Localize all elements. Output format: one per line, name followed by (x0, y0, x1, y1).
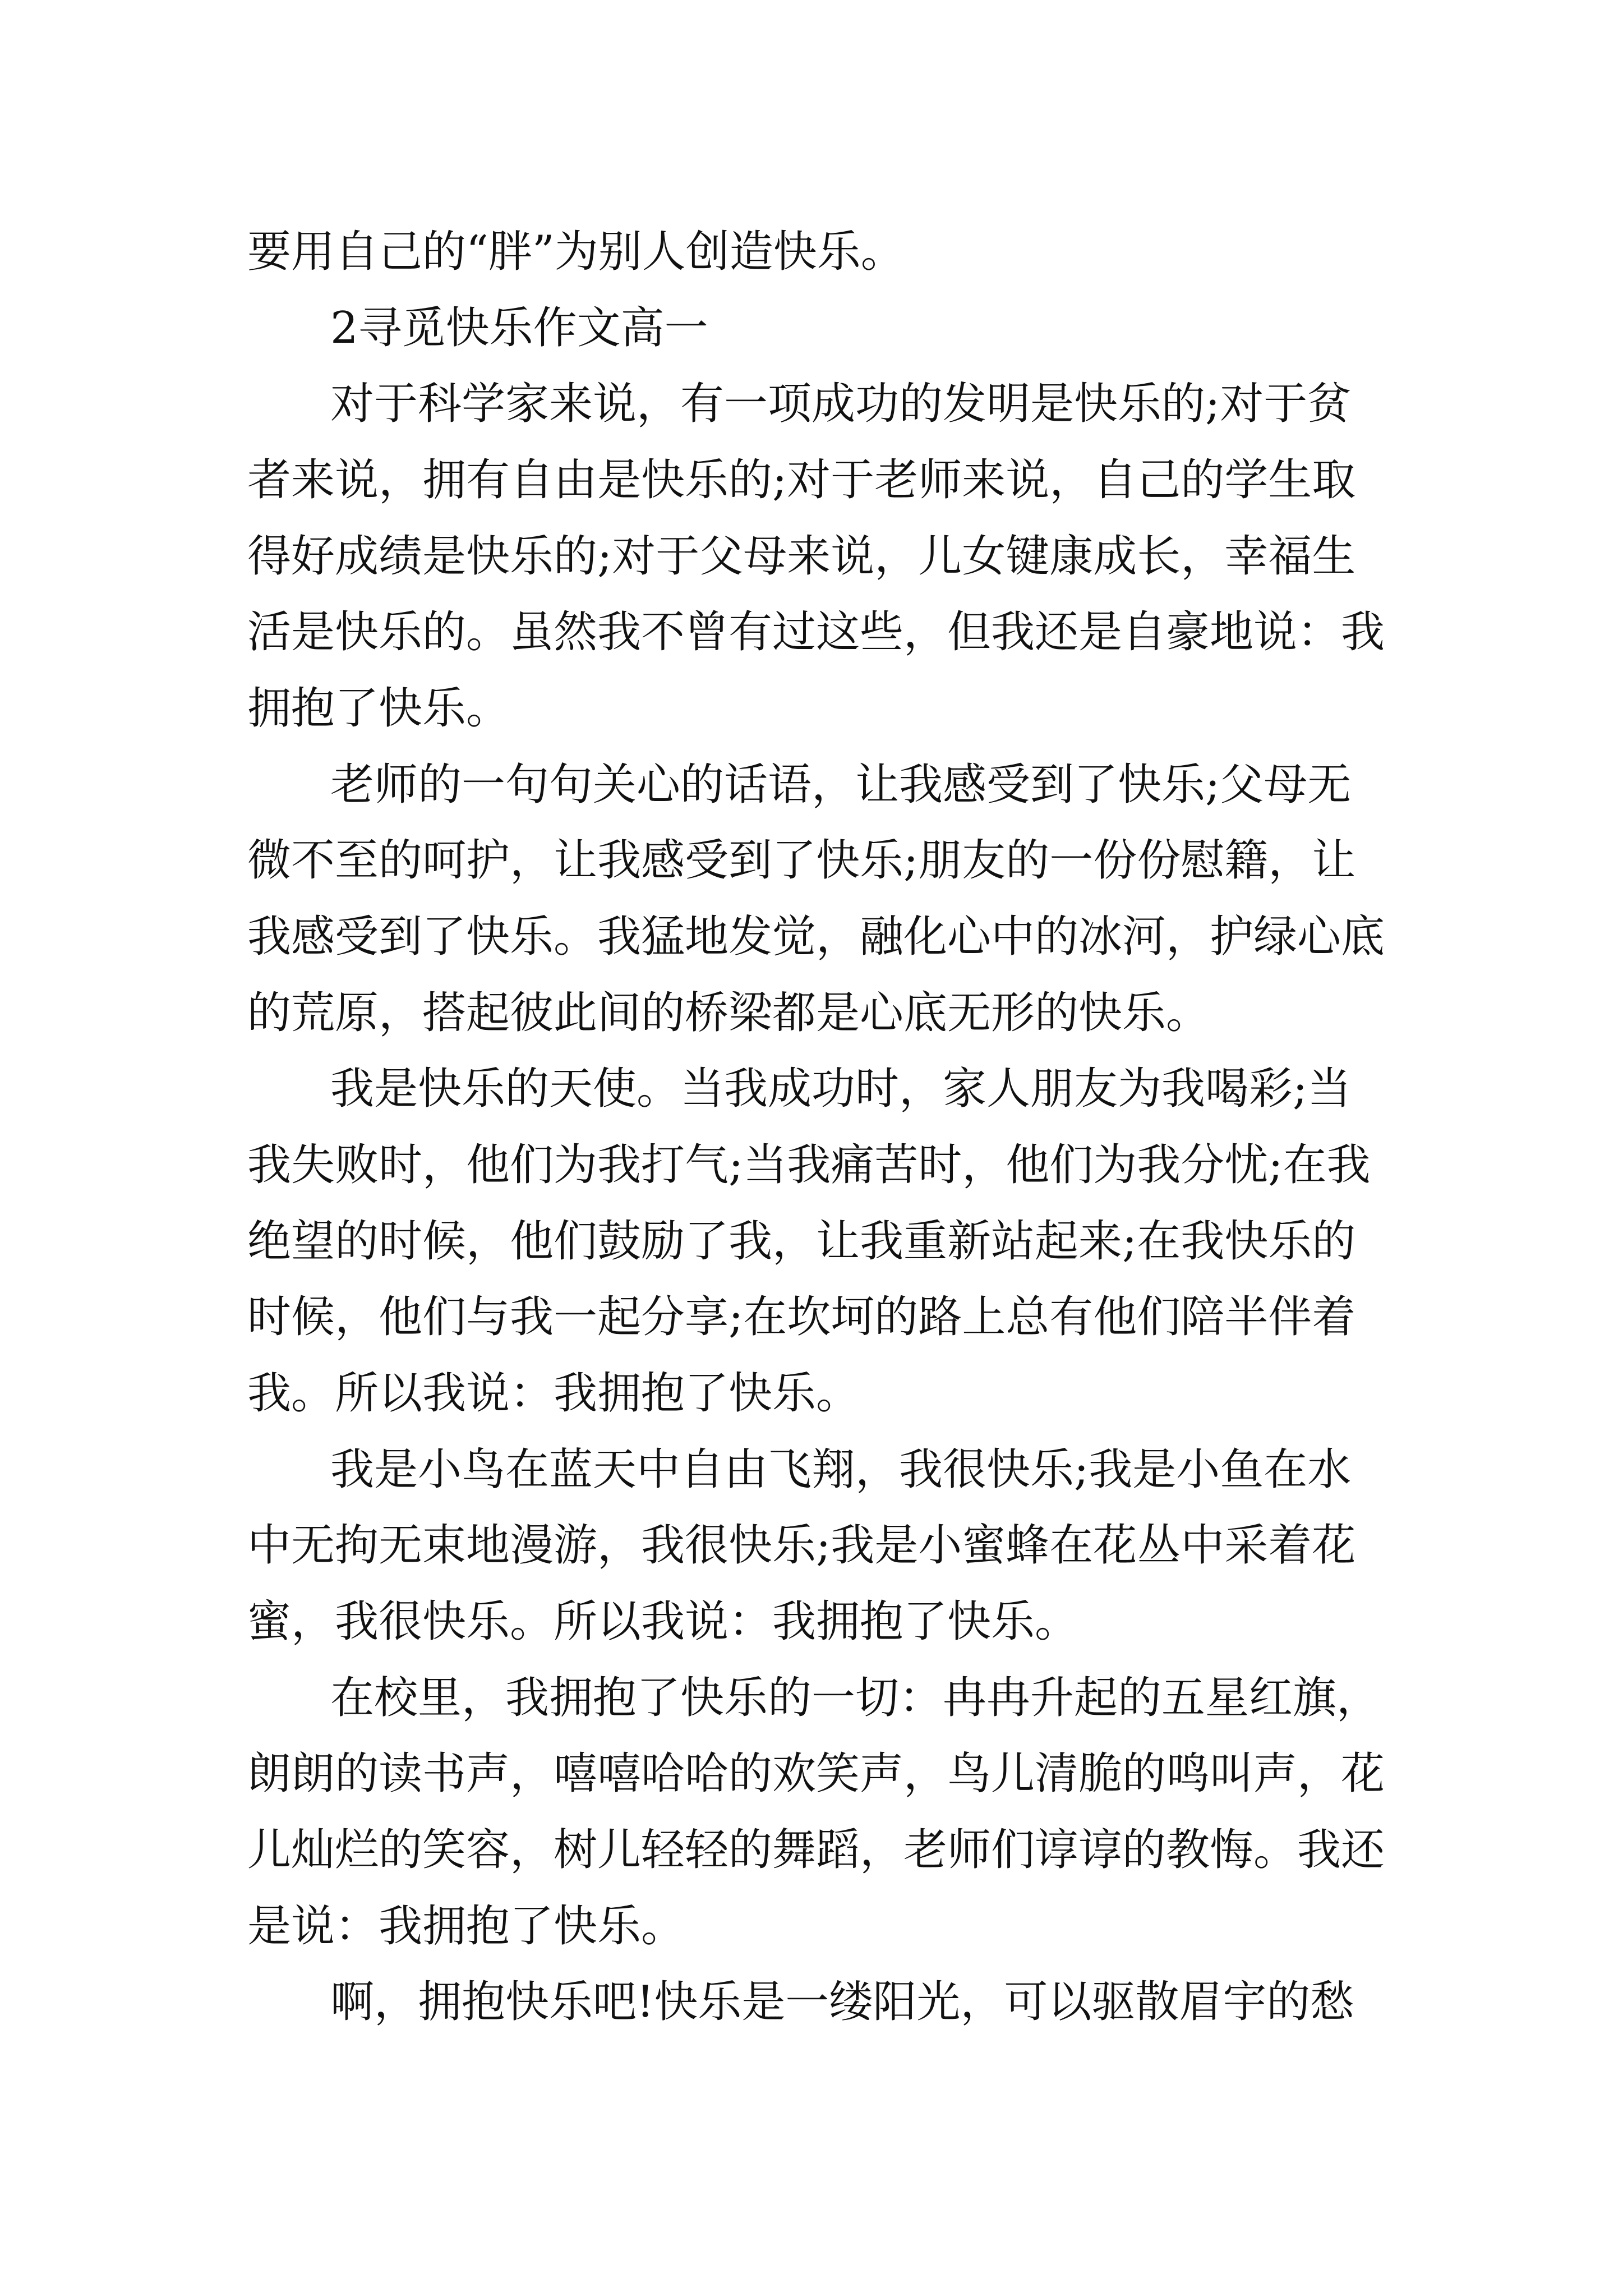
text-line-11: 的荒原，搭起彼此间的桥梁都是心底无形的快乐。 (247, 988, 1210, 1038)
text-line-6: 活是快乐的。虽然我不曾有过这些，但我还是自豪地说：我 (247, 607, 1385, 657)
text-line-17: 我是小鸟在蓝天中自由飞翔，我很快乐;我是小鱼在水 (330, 1444, 1352, 1495)
text-line-7: 拥抱了快乐。 (247, 683, 510, 734)
text-line-20: 在校里，我拥抱了快乐的一切：冉冉升起的五星红旗， (330, 1673, 1381, 1723)
text-line-15: 时候，他们与我一起分享;在坎坷的路上总有他们陪半伴着 (247, 1292, 1356, 1342)
text-line-24: 啊，拥抱快乐吧!快乐是一缕阳光，可以驱散眉宇的愁 (330, 1977, 1354, 2027)
text-line-8: 老师的一句句关心的话语，让我感受到了快乐;父母无 (330, 760, 1352, 810)
text-line-14: 绝望的时候，他们鼓励了我，让我重新站起来;在我快乐的 (247, 1216, 1356, 1267)
text-line-12: 我是快乐的天使。当我成功时，家人朋友为我喝彩;当 (330, 1064, 1352, 1114)
text-line-18: 中无拘无束地漫游，我很快乐;我是小蜜蜂在花丛中采着花 (247, 1520, 1356, 1571)
text-line-3: 对于科学家来说，有一项成功的发明是快乐的;对于贫 (330, 379, 1352, 429)
text-line-9: 微不至的呵护，让我感受到了快乐;朋友的一份份慰籍，让 (247, 835, 1356, 886)
section-heading: 2寻觅快乐作文高一 (330, 303, 708, 353)
text-line-5: 得好成绩是快乐的;对于父母来说，儿女键康成长，幸福生 (247, 531, 1356, 582)
text-line-22: 儿灿烂的笑容，树儿轻轻的舞蹈，老师们谆谆的教悔。我还 (247, 1825, 1385, 1875)
text-line-1: 要用自己的“胖”为别人创造快乐。 (247, 227, 905, 277)
text-line-16: 我。所以我说：我拥抱了快乐。 (247, 1368, 860, 1419)
text-line-10: 我感受到了快乐。我猛地发觉，融化心中的冰河，护绿心底 (247, 912, 1385, 962)
text-line-21: 朗朗的读书声，嘻嘻哈哈的欢笑声，鸟儿清脆的鸣叫声，花 (247, 1749, 1385, 1799)
text-line-23: 是说：我拥抱了快乐。 (247, 1901, 685, 1952)
text-line-4: 者来说，拥有自由是快乐的;对于老师来说，自己的学生取 (247, 455, 1356, 505)
text-line-13: 我失败时，他们为我打气;当我痛苦时，他们为我分忧;在我 (247, 1140, 1371, 1190)
text-line-19: 蜜，我很快乐。所以我说：我拥抱了快乐。 (247, 1596, 1079, 1647)
